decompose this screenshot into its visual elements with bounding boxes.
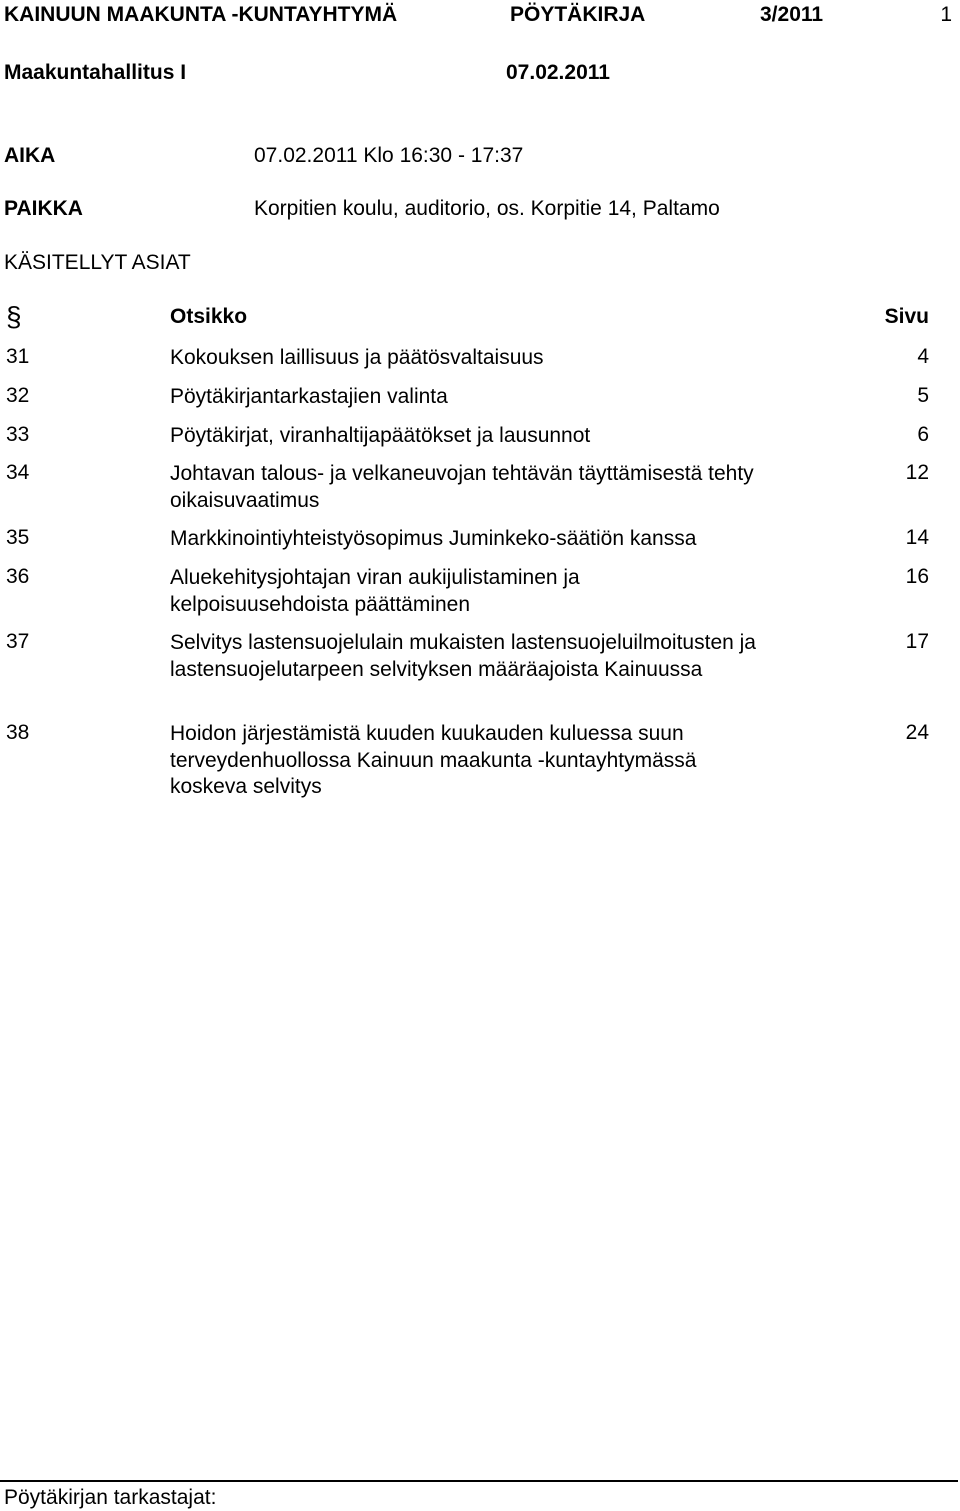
- item-number: 36: [6, 565, 30, 588]
- place-label: PAIKKA: [4, 197, 83, 220]
- item-page: 12: [905, 461, 929, 484]
- item-title: Pöytäkirjantarkastajien valinta: [170, 385, 448, 408]
- item-number: 32: [6, 384, 30, 407]
- item-title: Markkinointiyhteistyösopimus Juminkeko-säätiön kanssa: [170, 527, 697, 550]
- item-page: 6: [917, 423, 929, 446]
- item-page: 17: [905, 630, 929, 653]
- document-type: PÖYTÄKIRJA: [510, 3, 646, 26]
- column-page-header: Sivu: [884, 305, 929, 328]
- item-number: 34: [6, 461, 30, 484]
- item-page: 24: [905, 721, 929, 744]
- item-page: 5: [917, 384, 929, 407]
- item-title: Kokouksen laillisuus ja päätösvaltaisuus: [170, 346, 544, 369]
- time-value: 07.02.2011 Klo 16:30 - 17:37: [254, 144, 524, 167]
- document-number: 3/2011: [760, 3, 824, 26]
- organization-name: KAINUUN MAAKUNTA -KUNTAYHTYMÄ: [4, 3, 398, 26]
- page-number: 1: [940, 3, 952, 26]
- item-number: 37: [6, 630, 30, 653]
- time-label: AIKA: [4, 144, 56, 167]
- item-title: Hoidon järjestämistä kuuden kuukauden kuluessa suun terveydenhuollossa Kainuun maakunta -kuntayhtymässä koskeva selvitys: [170, 722, 697, 798]
- item-number: 35: [6, 526, 30, 549]
- item-number: 33: [6, 423, 30, 446]
- item-title: Selvitys lastensuojelulain mukaisten lastensuojeluilmoitusten ja lastensuojelutarpeen selvityksen määräajoista Kainuussa: [170, 631, 756, 681]
- agenda-heading: KÄSITELLYT ASIAT: [4, 251, 191, 274]
- footer-divider: [0, 1480, 958, 1482]
- section-sign-icon: §: [6, 301, 22, 332]
- item-title: Johtavan talous- ja velkaneuvojan tehtävän täyttämisestä tehty oikaisuvaatimus: [170, 462, 754, 512]
- item-page: 4: [917, 345, 929, 368]
- item-number: 38: [6, 721, 30, 744]
- body-name: Maakuntahallitus I: [4, 61, 187, 84]
- item-title: Aluekehitysjohtajan viran aukijulistaminen ja kelpoisuusehdoista päättäminen: [170, 566, 580, 616]
- item-number: 31: [6, 345, 30, 368]
- item-title: Pöytäkirjat, viranhaltijapäätökset ja lausunnot: [170, 424, 591, 447]
- footer-label: Pöytäkirjan tarkastajat:: [4, 1486, 217, 1509]
- place-value: Korpitien koulu, auditorio, os. Korpitie 14, Paltamo: [254, 197, 720, 220]
- item-page: 16: [905, 565, 929, 588]
- meeting-date: 07.02.2011: [506, 61, 610, 84]
- item-page: 14: [905, 526, 929, 549]
- column-title-header: Otsikko: [170, 305, 248, 328]
